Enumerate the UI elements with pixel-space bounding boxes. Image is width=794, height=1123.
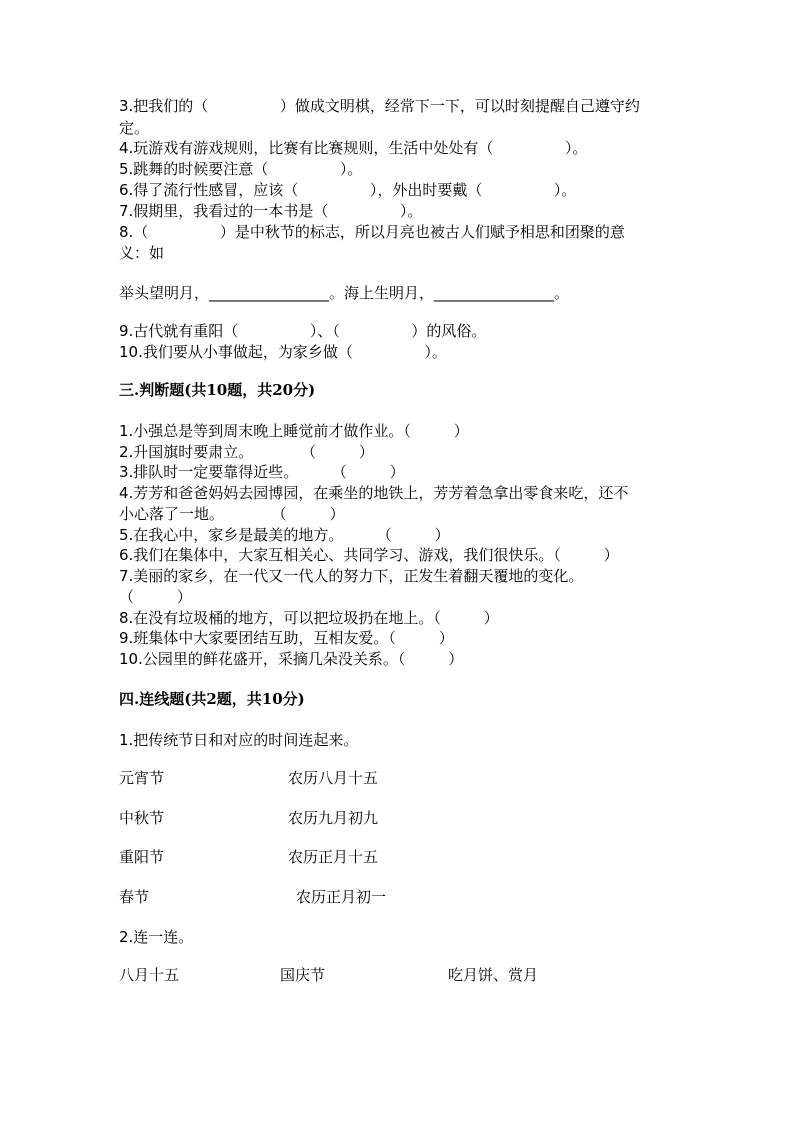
fill-q7: 7.假期里，我看过的一本书是（ ）。 xyxy=(119,202,423,220)
fill-q4: 4.玩游戏有游戏规则，比赛有比赛规则，生活中处处有（ ）。 xyxy=(119,139,588,157)
fill-q3-line1: 3.把我们的（ ）做成文明棋，经常下一下，可以时刻提醒自己遵守约 xyxy=(119,97,640,115)
judge-q6: 6.我们在集体中，大家互相关心、共同学习、游戏，我们很快乐。（ ） xyxy=(119,546,619,564)
fill-q9: 9.古代就有重阳（ ）、（ ）的风俗。 xyxy=(119,322,487,340)
fill-q3-line2: 定。 xyxy=(119,119,150,137)
judge-q7-line2: （ ） xyxy=(119,588,192,606)
match-date-2: 农历九月初九 xyxy=(288,809,379,827)
match-q2-custom: 吃月饼、赏月 xyxy=(448,966,539,984)
fill-q8-line3: 举头望明月，________________。海上生明月，________________。 xyxy=(119,284,570,302)
match-date-1: 农历八月十五 xyxy=(288,769,379,787)
section3-heading: 三.判断题(共10题，共20分) xyxy=(119,381,316,399)
match-q2-festival: 国庆节 xyxy=(280,966,326,984)
match-q2-title: 2.连一连。 xyxy=(119,928,194,946)
judge-q4-line2: 小心落了一地。 （ ） xyxy=(119,505,345,523)
match-festival-4: 春节 xyxy=(119,888,150,906)
judge-q1: 1.小强总是等到周末晚上睡觉前才做作业。（ ） xyxy=(119,422,469,440)
judge-q10: 10.公园里的鲜花盛开，采摘几朵没关系。（ ） xyxy=(119,650,464,668)
judge-q5: 5.在我心中，家乡是最美的地方。 （ ） xyxy=(119,526,450,544)
judge-q4-line1: 4.芳芳和爸爸妈妈去园博园，在乘坐的地铁上，芳芳着急拿出零食来吃，还不 xyxy=(119,484,629,502)
fill-q10: 10.我们要从小事做起，为家乡做（ ）。 xyxy=(119,343,447,361)
match-date-3: 农历正月十五 xyxy=(288,848,379,866)
judge-q7-line1: 7.美丽的家乡，在一代又一代人的努力下，正发生着翻天覆地的变化。 xyxy=(119,567,584,585)
match-festival-1: 元宵节 xyxy=(119,769,165,787)
fill-q8-line2: 义：如 xyxy=(119,244,165,262)
section4-heading: 四.连线题(共2题，共10分) xyxy=(119,690,305,708)
match-q2-date: 八月十五 xyxy=(119,966,180,984)
match-festival-2: 中秋节 xyxy=(119,809,165,827)
judge-q2: 2.升国旗时要肃立。 （ ） xyxy=(119,443,374,461)
fill-q8-line1: 8.（ ）是中秋节的标志，所以月亮也被古人们赋予相思和团聚的意 xyxy=(119,223,625,241)
judge-q3: 3.排队时一定要靠得近些。 （ ） xyxy=(119,463,405,481)
judge-q8: 8.在没有垃圾桶的地方，可以把垃圾扔在地上。（ ） xyxy=(119,609,499,627)
match-q1-title: 1.把传统节日和对应的时间连起来。 xyxy=(119,731,359,749)
fill-q5: 5.跳舞的时候要注意（ ）。 xyxy=(119,160,363,178)
match-date-4: 农历正月初一 xyxy=(296,888,387,906)
judge-q9: 9.班集体中大家要团结互助，互相友爱。（ ） xyxy=(119,629,454,647)
match-festival-3: 重阳节 xyxy=(119,848,165,866)
fill-q6: 6.得了流行性感冒，应该（ ），外出时要戴（ ）。 xyxy=(119,181,577,199)
